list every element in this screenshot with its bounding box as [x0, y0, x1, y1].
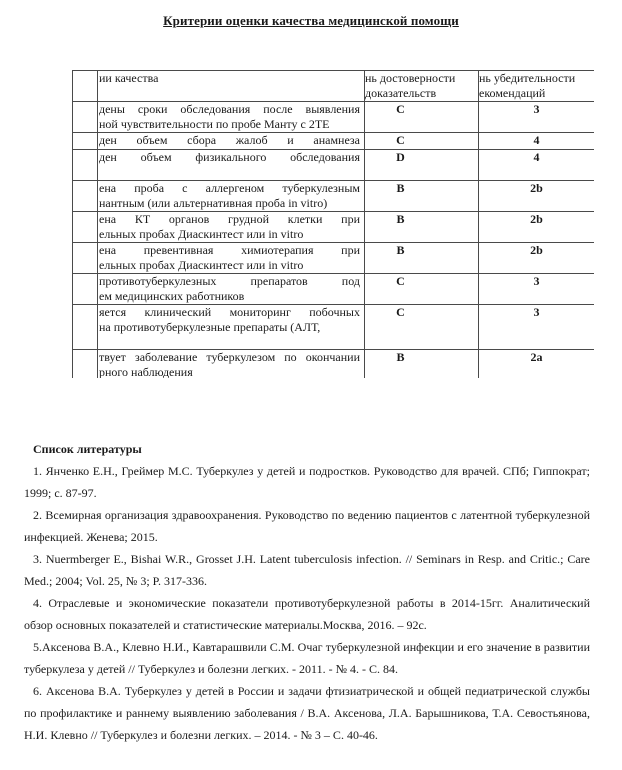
- header-criteria-cell: [98, 71, 365, 102]
- criteria-text-line: нантным (или альтернативная проба in vitro): [99, 196, 328, 210]
- criteria-text-line: ена проба с аллергеном туберкулезным: [99, 181, 360, 195]
- header-recommendation-line-1: нь убедительности: [479, 71, 576, 85]
- criteria-text-line: ной чувствительности по пробе Манту с 2ТЕ: [99, 117, 330, 131]
- evidence-level-cell: [365, 150, 479, 181]
- evidence-level-value: B: [396, 243, 405, 257]
- recommendation-level-value: 2a: [530, 350, 543, 364]
- evidence-level-cell: [365, 181, 479, 212]
- references-title: Список литературы: [33, 442, 142, 456]
- table-row: [73, 212, 595, 243]
- table-header-row: [73, 71, 595, 102]
- reference-item: 4. Отраслевые и экономические показатели противотуберкулезной работы в 2014-15гг. Аналитический обзор основных показателей и статистические материалы.Москва, 2016. – 92с.: [24, 596, 590, 632]
- recommendation-level-cell: [479, 305, 595, 350]
- criteria-text-line: дены сроки обследования после выявления: [99, 102, 360, 116]
- recommendation-level-value: 2b: [530, 212, 543, 226]
- evidence-level-value: B: [396, 212, 405, 226]
- recommendation-level-cell: [479, 181, 595, 212]
- recommendation-level-cell: [479, 150, 595, 181]
- row-number-cell: [73, 150, 98, 181]
- criteria-table-wrapper: [72, 70, 594, 378]
- header-recommendation-cell: [479, 71, 595, 102]
- recommendation-level-value: 4: [533, 150, 540, 164]
- row-number-cell: [73, 133, 98, 150]
- criteria-cell: [98, 274, 365, 305]
- evidence-level-cell: [365, 274, 479, 305]
- criteria-cell: [98, 350, 365, 379]
- row-number-cell: [73, 212, 98, 243]
- table-row: [73, 181, 595, 212]
- row-number-cell: [73, 305, 98, 350]
- evidence-level-cell: [365, 350, 479, 379]
- evidence-level-cell: [365, 305, 479, 350]
- row-number-cell: [73, 181, 98, 212]
- evidence-level-cell: [365, 133, 479, 150]
- reference-item: 5.Аксенова В.А., Клевно Н.И., Кавтарашвили С.М. Очаг туберкулезной инфекции и его значение в развитии туберкулеза у детей // Туберкулез и болезни легких. - 2011. - № 4. - С. 84.: [24, 640, 590, 676]
- evidence-level-value: B: [396, 181, 405, 195]
- criteria-text-line: ельных пробах Диаскинтест или in vitro: [99, 258, 304, 272]
- table-row: [73, 133, 595, 150]
- table-row: [73, 150, 595, 181]
- criteria-text-line: ден объем физикального обследования: [99, 150, 360, 164]
- header-number-cell: [73, 71, 98, 102]
- evidence-level-value: B: [396, 350, 405, 364]
- header-evidence-line-1: нь достоверности: [365, 71, 456, 85]
- criteria-cell: [98, 305, 365, 350]
- criteria-text-line: твует заболевание туберкулезом по окончании: [99, 350, 360, 364]
- recommendation-level-cell: [479, 102, 595, 133]
- criteria-text-line: ена КТ органов грудной клетки при: [99, 212, 360, 226]
- recommendation-level-value: 4: [533, 133, 540, 147]
- table-row: [73, 305, 595, 350]
- criteria-cell: [98, 150, 365, 181]
- recommendation-level-cell: [479, 350, 595, 379]
- recommendation-level-cell: [479, 133, 595, 150]
- table-row: [73, 102, 595, 133]
- criteria-table: [72, 70, 594, 378]
- row-number-cell: [73, 243, 98, 274]
- criteria-text-line: ена превентивная химиотерапия при: [99, 243, 360, 257]
- header-recommendation-line-2: екомендаций: [479, 86, 546, 100]
- recommendation-level-cell: [479, 243, 595, 274]
- evidence-level-value: C: [396, 274, 405, 288]
- criteria-text-line: на противотуберкулезные препараты (АЛТ,: [99, 320, 321, 334]
- header-criteria-text: ии качества: [99, 71, 159, 85]
- criteria-text-line: яется клинический мониторинг побочных: [99, 305, 360, 319]
- table-row: [73, 274, 595, 305]
- recommendation-level-cell: [479, 274, 595, 305]
- evidence-level-value: C: [396, 102, 405, 116]
- reference-item: 6. Аксенова В.А. Туберкулез у детей в России и задачи фтизиатрической и общей педиатрической службы по профилактике и раннему выявлению заболевания / В.А. Аксенова, Л.А. Барышникова, Т.А. Севостьянова, Н.И. Клевно // Туберкулез и болезни легких. – 2014. - № 3 – С. 40-46.: [24, 684, 590, 742]
- evidence-level-value: D: [396, 150, 405, 164]
- recommendation-level-value: 3: [533, 305, 540, 319]
- document-title: Критерии оценки качества медицинской помощи: [163, 13, 459, 28]
- evidence-level-cell: [365, 102, 479, 133]
- header-evidence-line-2: доказательств: [365, 86, 437, 100]
- table-row: [73, 243, 595, 274]
- criteria-text-line: ельных пробах Диаскинтест или in vitro: [99, 227, 304, 241]
- evidence-level-cell: [365, 212, 479, 243]
- table-row: [73, 350, 595, 379]
- recommendation-level-value: 2b: [530, 243, 543, 257]
- criteria-text-line: противотуберкулезных препаратов под: [99, 274, 360, 288]
- recommendation-level-value: 2b: [530, 181, 543, 195]
- row-number-cell: [73, 274, 98, 305]
- row-number-cell: [73, 350, 98, 379]
- criteria-cell: [98, 181, 365, 212]
- reference-item: 2. Всемирная организация здравоохранения. Руководство по ведению пациентов с латентной туберкулезной инфекцией. Женева; 2015.: [24, 508, 590, 544]
- criteria-cell: [98, 133, 365, 150]
- criteria-cell: [98, 102, 365, 133]
- recommendation-level-cell: [479, 212, 595, 243]
- evidence-level-cell: [365, 243, 479, 274]
- header-evidence-cell: [365, 71, 479, 102]
- reference-item: 3. Nuermberger E., Bishai W.R., Grosset J.H. Latent tuberculosis infection. // Seminars in Resp. and Critic.; Care Med.; 2004; Vol. 25, № 3; P. 317-336.: [24, 552, 590, 588]
- row-number-cell: [73, 102, 98, 133]
- reference-item: 1. Янченко Е.Н., Греймер М.С. Туберкулез у детей и подростков. Руководство для врачей. СПб; Гиппократ; 1999; с. 87-97.: [24, 464, 590, 500]
- criteria-cell: [98, 212, 365, 243]
- recommendation-level-value: 3: [533, 102, 540, 116]
- references-section: [24, 438, 590, 746]
- evidence-level-value: C: [396, 133, 405, 147]
- evidence-level-value: C: [396, 305, 405, 319]
- criteria-cell: [98, 243, 365, 274]
- criteria-text-line: рного наблюдения: [99, 365, 193, 378]
- recommendation-level-value: 3: [533, 274, 540, 288]
- criteria-text-line: ем медицинских работников: [99, 289, 245, 303]
- criteria-text-line: ден объем сбора жалоб и анамнеза: [99, 133, 360, 147]
